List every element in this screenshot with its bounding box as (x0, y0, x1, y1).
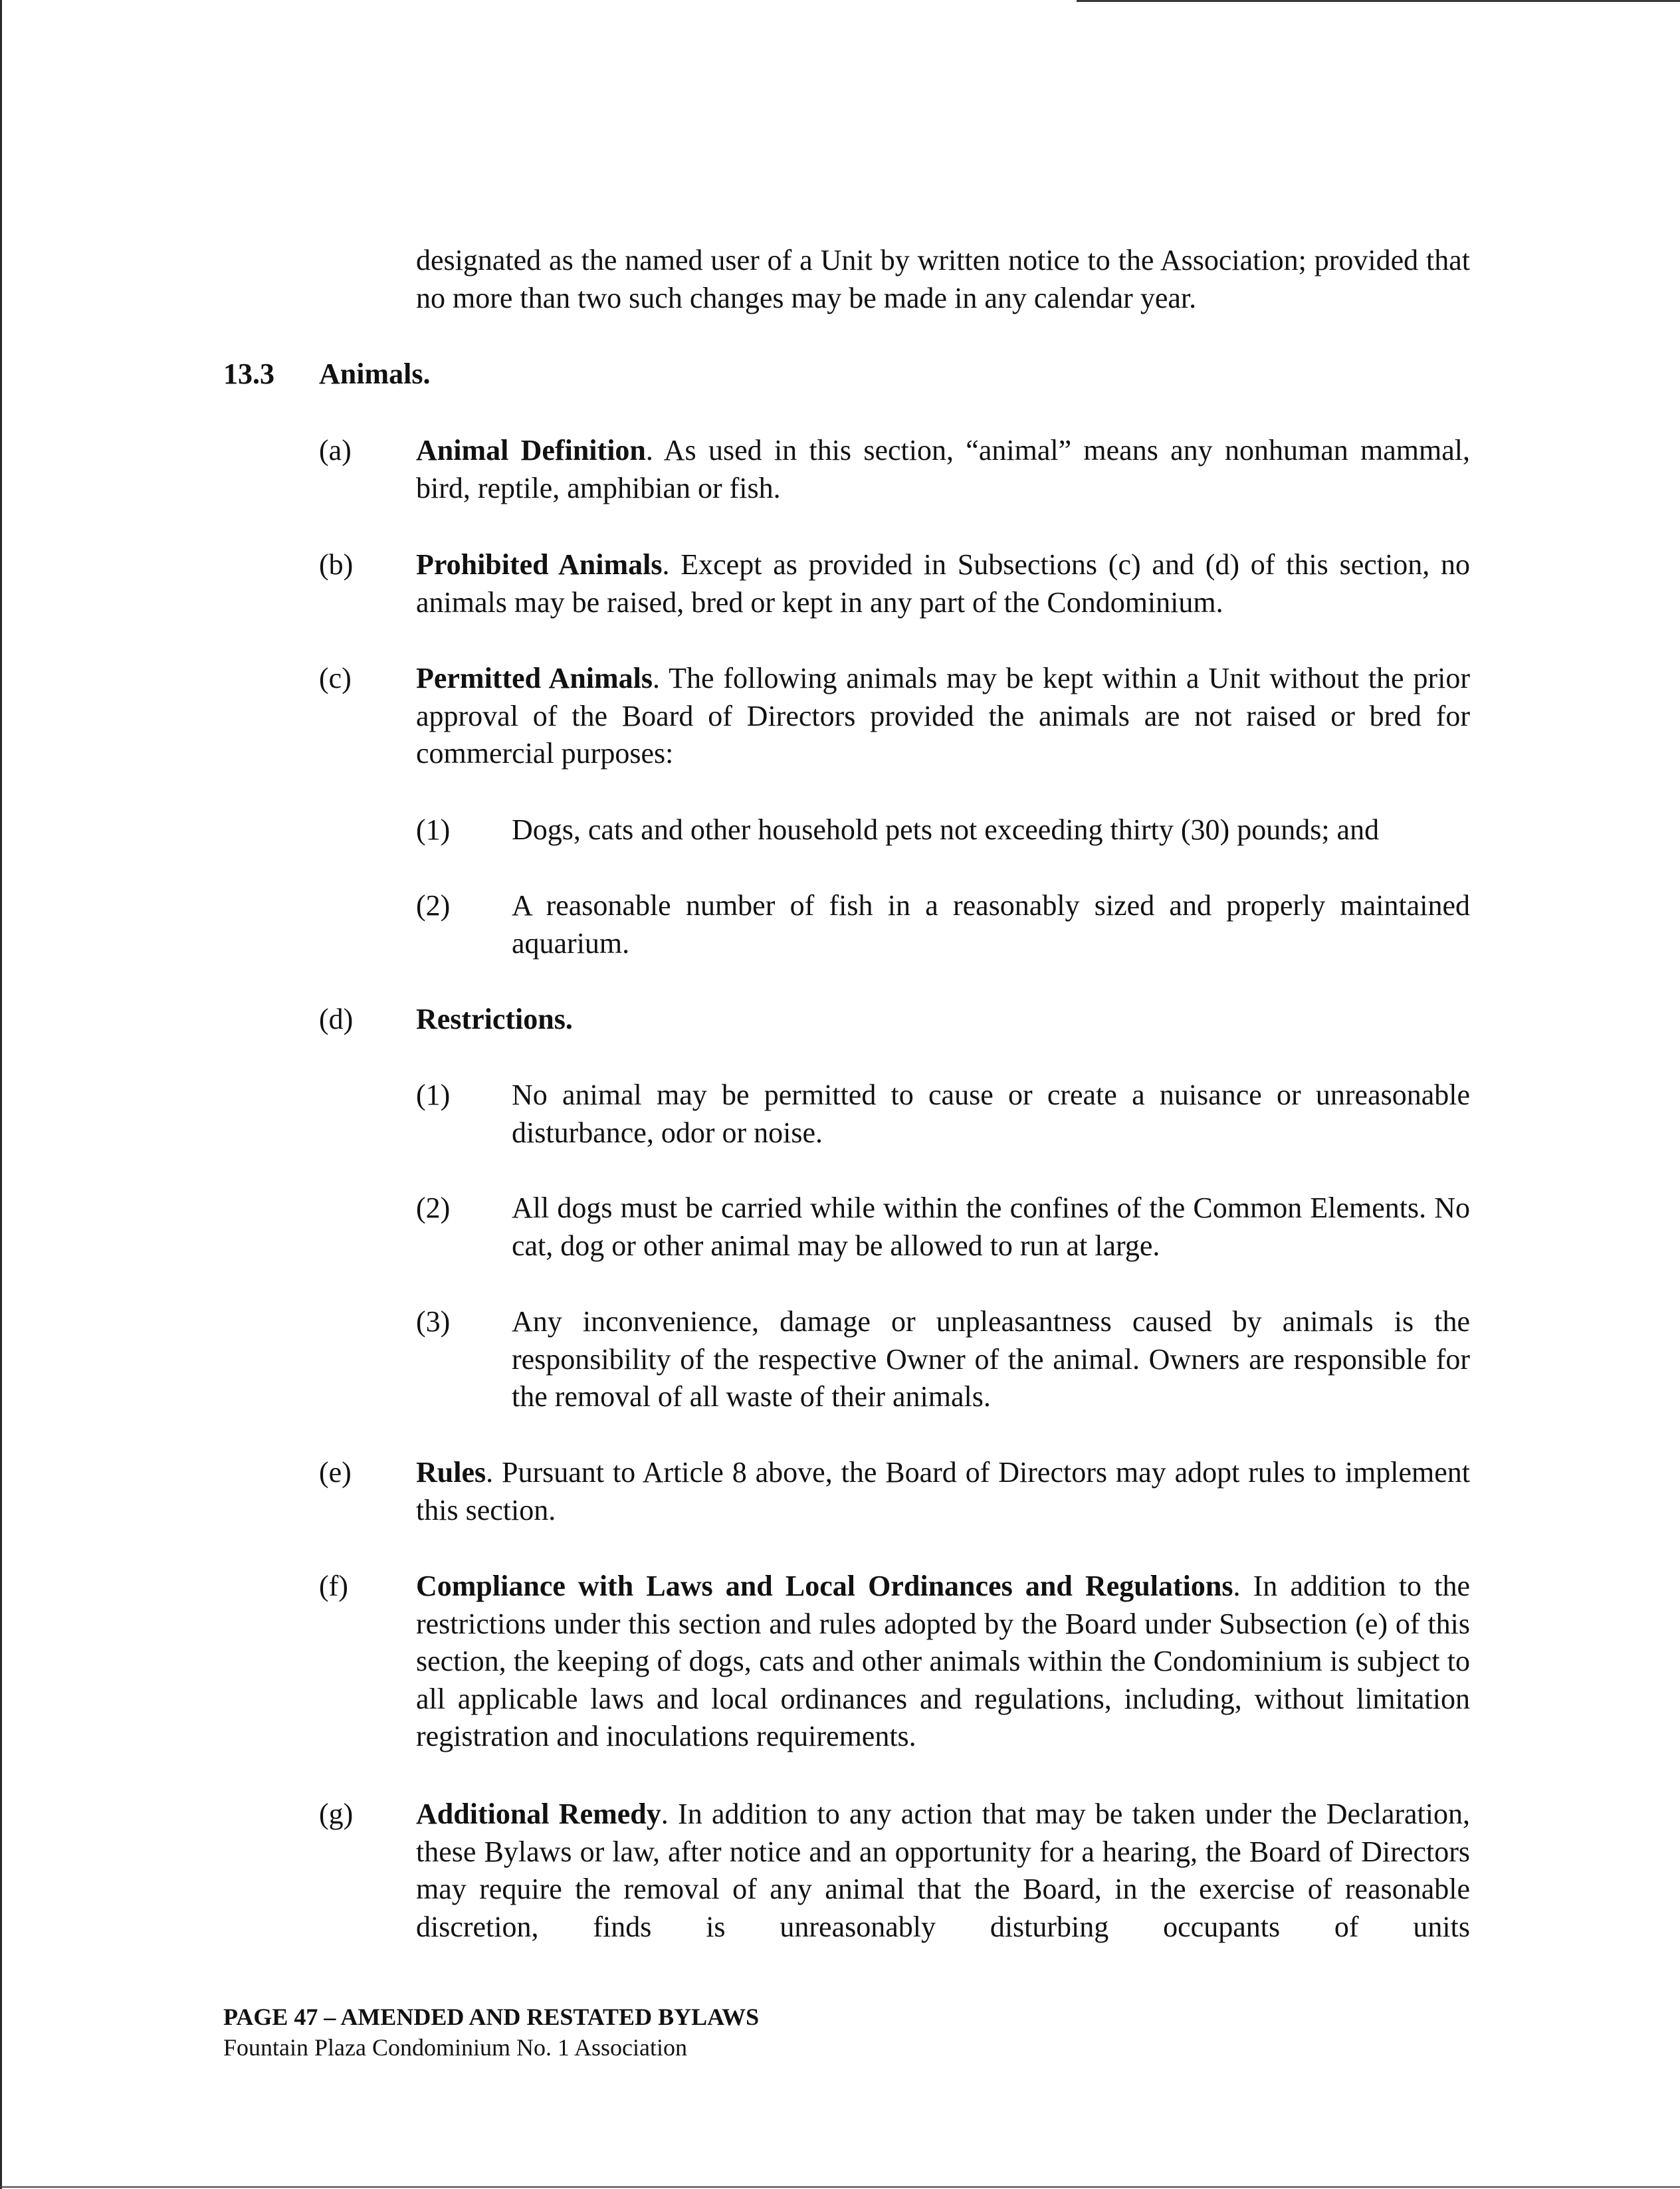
item-g-text: . In addition to any action that may be taken under the Declaration, these Bylaws or law, after notice and an opportunity for a hearing, the Board of Directors may require the removal of any animal that the Board, in the exercise of reasonable discretion, finds is unreasonably disturbing occupants of units (416, 1798, 1470, 1943)
item-b-label: (b) (319, 548, 354, 581)
item-c-text: . The following animals may be kept within a Unit without the prior approval of the Board of Directors provided the animals are not raised or bred for commercial purposes: (416, 662, 1470, 770)
item-g-paragraph (416, 1796, 1470, 1946)
item-d-sub2-label: (2) (416, 1192, 451, 1224)
item-d-sub3-label: (3) (416, 1305, 451, 1338)
item-c-paragraph (416, 660, 1470, 773)
page-bottom-edge (0, 2186, 1680, 2188)
item-c-sub1-text: Dogs, cats and other household pets not exceeding thirty (30) pounds; and (512, 813, 1380, 846)
item-e-label: (e) (319, 1456, 352, 1489)
item-c-label: (c) (319, 662, 352, 694)
item-e-text: . Pursuant to Article 8 above, the Board of Directors may adopt rules to implement this section. (416, 1456, 1470, 1526)
item-b-title: Prohibited Animals (416, 548, 663, 581)
item-d-label: (d) (319, 1003, 354, 1035)
item-f-paragraph (416, 1568, 1470, 1756)
footer-subtitle: Fountain Plaza Condominium No. 1 Association (223, 2034, 687, 2061)
page-left-edge (0, 0, 2, 2189)
item-f-title: Compliance with Laws and Local Ordinances and Regulations (416, 1570, 1233, 1602)
item-e-title: Rules (416, 1456, 486, 1489)
item-a-label: (a) (319, 434, 352, 467)
continuation-paragraph: designated as the named user of a Unit by written notice to the Association; provided that no more than two such changes may be made in any calendar year. (416, 244, 1470, 314)
item-e-paragraph (416, 1454, 1470, 1529)
section-title: Animals. (319, 358, 431, 390)
item-d-title: Restrictions. (416, 1003, 573, 1035)
item-c-sub1-label: (1) (416, 813, 451, 846)
item-a-title: Animal Definition (416, 434, 646, 467)
item-a-paragraph (416, 432, 1470, 507)
page-top-edge (1077, 0, 1680, 2)
item-d-sub3-text: Any inconvenience, damage or unpleasantness caused by animals is the responsibility of the respective Owner of the animal. Owners are responsible for the removal of all waste of their animals. (512, 1305, 1470, 1413)
item-g-title: Additional Remedy (416, 1798, 661, 1830)
item-c-title: Permitted Animals (416, 662, 653, 694)
item-c-sub2-text: A reasonable number of fish in a reasonably sized and properly maintained aquarium. (512, 889, 1470, 960)
item-b-paragraph (416, 546, 1470, 621)
item-c-sub2-label: (2) (416, 889, 451, 922)
item-f-text: . In addition to the restrictions under this section and rules adopted by the Board under Subsection (e) of this section, the keeping of dogs, cats and other animals within the Condominium is subject to all applicable laws and local ordinances and regulations, including, without limitation registration and inoculations requirements. (416, 1570, 1470, 1752)
item-g-label: (g) (319, 1798, 354, 1830)
item-d-sub1-text: No animal may be permitted to cause or create a nuisance or unreasonable disturbance, odor or noise. (512, 1079, 1470, 1149)
item-d-sub2-text: All dogs must be carried while within the confines of the Common Elements. No cat, dog or other animal may be allowed to run at large. (512, 1192, 1470, 1262)
item-a-text: . As used in this section, “animal” means any nonhuman mammal, bird, reptile, amphibian or fish. (416, 434, 1470, 504)
item-b-text: . Except as provided in Subsections (c) and (d) of this section, no animals may be raised, bred or kept in any part of the Condominium. (416, 548, 1470, 619)
item-d-sub1-label: (1) (416, 1079, 451, 1111)
item-f-label: (f) (319, 1570, 348, 1602)
footer-title: PAGE 47 – AMENDED AND RESTATED BYLAWS (223, 2004, 760, 2030)
section-number: 13.3 (223, 358, 274, 390)
